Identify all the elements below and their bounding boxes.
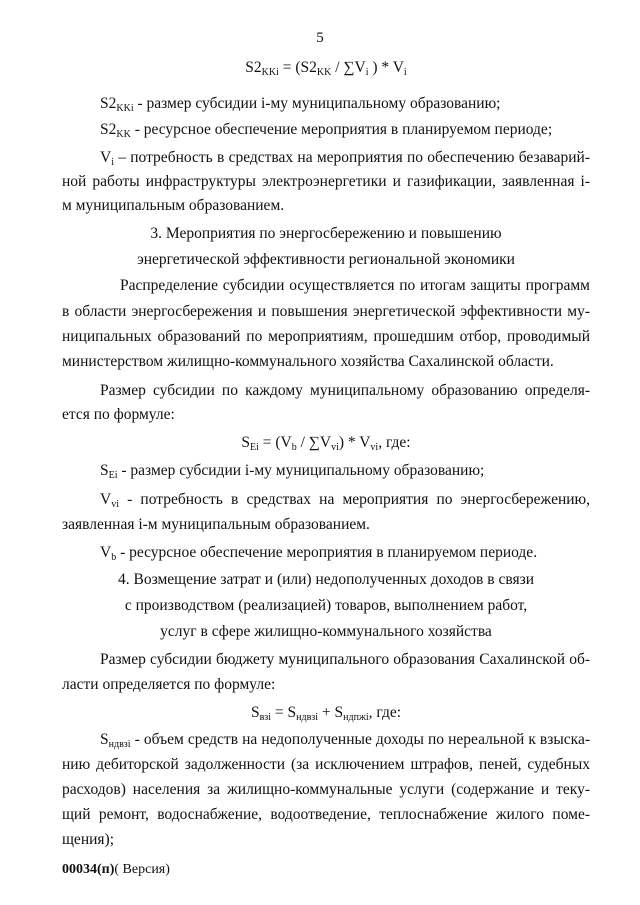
definition-text: - потребность в средствах на мероприятия по энергосбережению, <box>118 491 590 508</box>
definition-text: - размер субсидии i-му муниципальному образованию; <box>133 95 501 112</box>
formula-subscript: i <box>403 67 407 78</box>
symbol: S <box>100 731 109 748</box>
formula-subscript: b <box>291 442 297 453</box>
formula-term: + S <box>318 704 344 721</box>
definition-text: - размер субсидии i-му муниципальному образованию; <box>117 462 485 479</box>
formula-subscript: vi <box>331 442 339 453</box>
definition-vi-line2: ной работы инфраструктуры электроэнергетики и газификации, заявленная i- <box>62 173 590 190</box>
paragraph-3-line1: Распределение субсидии осуществляется по итогам защиты программ <box>120 277 590 294</box>
symbol-subscript: KK <box>116 129 131 140</box>
formula-term: , где: <box>368 704 402 721</box>
definition-text: – потребность в средствах на мероприятия по обеспечению безаварий- <box>113 149 590 166</box>
formula-term: ) * V <box>368 59 404 76</box>
symbol: V <box>100 149 112 166</box>
definition-sei <box>100 461 590 481</box>
symbol-subscript: b <box>111 552 117 563</box>
definition-vi-line1 <box>100 148 590 168</box>
formula-term: , где: <box>378 434 411 451</box>
definition-sndvz-line5: щения); <box>62 831 115 848</box>
paragraph-4-line2: ется по формуле: <box>62 406 175 423</box>
symbol-subscript: ндвзi <box>108 739 131 750</box>
formula-subsidy-e <box>62 433 590 453</box>
page-number: 5 <box>316 30 324 46</box>
section-4-heading-line1: 4. Возмещение затрат и (или) недополученных доходов в связи <box>118 571 534 588</box>
definition-s2kki <box>100 94 590 114</box>
definition-s2kk <box>100 120 590 140</box>
formula-term: S <box>250 704 260 721</box>
symbol-subscript: i <box>111 157 114 168</box>
formula-subscript: KK <box>316 67 332 78</box>
paragraph-4-line1: Размер субсидии по каждому муниципальному образованию определя- <box>100 382 590 399</box>
section-3-heading-line2: энергетической эффективности региональной экономики <box>137 251 515 268</box>
definition-sndvz-line1 <box>100 730 590 750</box>
definition-vvi-line2: заявленная i-м муниципальным образованием. <box>62 516 370 533</box>
formula-subscript: взi <box>259 712 272 723</box>
formula-term: / ∑V <box>331 59 366 76</box>
formula-subscript: ндвзi <box>296 712 319 723</box>
definition-sndvz-line2: нию дебиторской задолженности (за исключением штрафов, пеней, судебных <box>62 756 590 773</box>
symbol-subscript: KKi <box>116 103 134 114</box>
paragraph-3-line3: ниципальных образований по мероприятиям, прошедшим отбор, проводимый <box>62 328 590 345</box>
document-code: 00034(п) <box>62 862 115 877</box>
formula-term: / ∑V <box>296 434 332 451</box>
definition-vb <box>100 543 590 563</box>
formula-subscript: KKi <box>261 67 279 78</box>
formula-term: ) * V <box>338 434 371 451</box>
symbol: S2 <box>100 95 117 112</box>
document-version: ( Версия) <box>114 862 170 877</box>
symbol: V <box>100 544 112 561</box>
formula-term: = (V <box>258 434 292 451</box>
paragraph-5-line1: Размер субсидии бюджету муниципального образования Сахалинской об- <box>100 651 590 668</box>
formula-term: = S <box>271 704 297 721</box>
definition-sndvz-line3: расходов) населения за жилищно-коммунальные услуги (содержание и теку- <box>62 781 590 798</box>
formula-term: = (S2 <box>278 59 317 76</box>
formula-subsidy-vz <box>62 703 590 723</box>
section-4-heading-line3: услуг в сфере жилищно-коммунального хозяйства <box>160 623 492 640</box>
symbol: S <box>100 462 109 479</box>
symbol: S2 <box>100 121 117 138</box>
paragraph-3-line4: министерством жилищно-коммунального хозяйства Сахалинской области. <box>62 353 554 370</box>
symbol-subscript: vi <box>111 499 119 510</box>
symbol-subscript: Ei <box>108 470 118 481</box>
formula-term: S2 <box>245 59 262 76</box>
definition-text: - ресурсное обеспечение мероприятия в планируемом периоде; <box>130 121 553 138</box>
formula-subscript: Ei <box>250 442 259 453</box>
definition-text: - ресурсное обеспечение мероприятия в планируемом периоде. <box>116 544 538 561</box>
formula-subscript: i <box>365 67 369 78</box>
formula-term: S <box>241 434 250 451</box>
formula-subscript: vi <box>370 442 379 453</box>
formula-subsidy-kk <box>62 58 590 78</box>
formula-subscript: ндпжi <box>343 712 369 723</box>
document-footer <box>62 862 170 878</box>
symbol: V <box>100 491 112 508</box>
definition-text: - объем средств на недополученные доходы по нереальной к взыска- <box>130 731 590 748</box>
section-4-heading-line2: с производством (реализацией) товаров, выполнением работ, <box>124 597 528 614</box>
paragraph-5-line2: ласти определяется по формуле: <box>62 676 276 693</box>
definition-vvi-line1 <box>100 490 590 510</box>
definition-sndvz-line4: щий ремонт, водоснабжение, водоотведение, теплоснабжение жилого поме- <box>62 806 590 823</box>
definition-vi-line3: м муниципальным образованием. <box>62 197 285 214</box>
section-3-heading-line1: 3. Мероприятия по энергосбережению и повышению <box>150 225 502 242</box>
paragraph-3-line2: в области энергосбережения и повышения энергетической эффективности му- <box>62 303 590 320</box>
